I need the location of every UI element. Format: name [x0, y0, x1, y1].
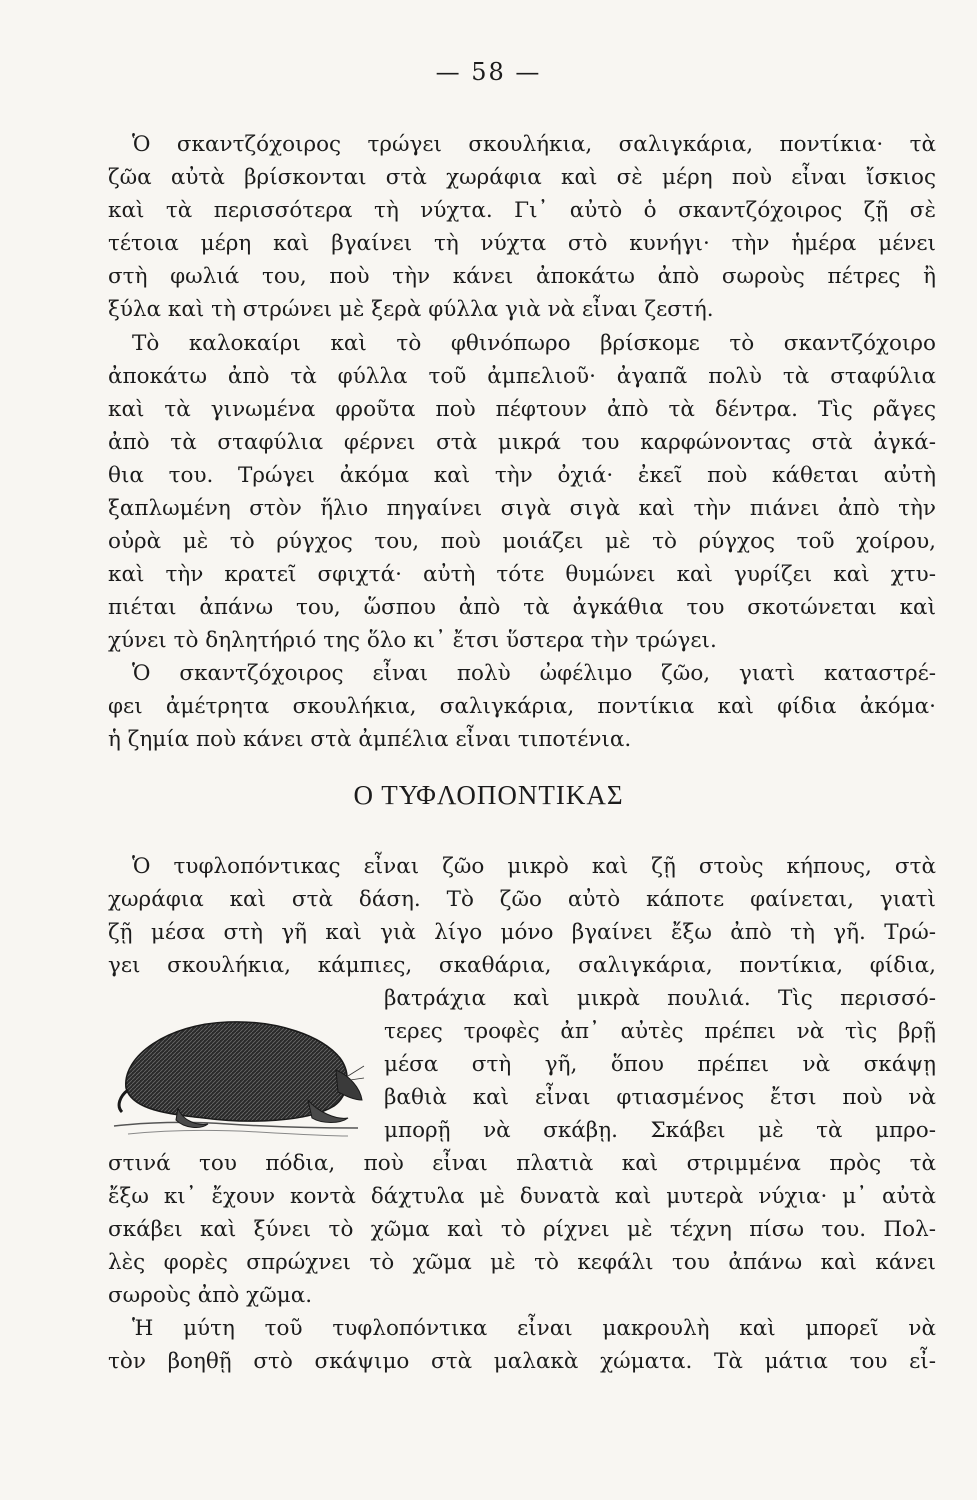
text-line: ζῇ μέσα στὴ γῆ καὶ γιὰ λίγο μόνο βγαίνει ἔξω ἀπὸ τὴ γῆ. Τρώ-	[108, 920, 936, 945]
text-line: μέσα στὴ γῆ, ὅπου πρέπει νὰ σκάψῃ	[384, 1052, 936, 1077]
text-line: οὐρὰ μὲ τὸ ρύγχος του, ποὺ μοιάζει μὲ τὸ ρύγχος τοῦ χοίρου,	[108, 529, 936, 554]
text-line: Τὸ καλοκαίρι καὶ τὸ φθινόπωρο βρίσκομε τὸ σκαντζόχοιρο	[132, 331, 936, 356]
paragraph-hedgehog-useful	[108, 657, 936, 756]
text-line: γει σκουλήκια, κάμπιες, σκαθάρια, σαλιγκάρια, ποντίκια, φίδια,	[108, 953, 936, 978]
paragraph-mole-intro	[108, 850, 936, 982]
paragraph-mole-wrap	[384, 982, 936, 1147]
text-line: χωράφια καὶ στὰ δάση. Τὸ ζῶο αὐτὸ κάποτε φαίνεται, γιατὶ	[108, 887, 936, 912]
paragraph-mole-digging	[108, 1147, 936, 1312]
text-line: τέτοια μέρη καὶ βγαίνει τὴ νύχτα στὸ κυνήγι· τὴν ἡμέρα μένει	[108, 231, 936, 256]
text-line: Ὁ σκαντζόχοιρος εἶναι πολὺ ὠφέλιμο ζῶο, γιατὶ καταστρέ-	[132, 661, 936, 686]
text-line: καὶ τὴν κρατεῖ σφιχτά· αὐτὴ τότε θυμώνει καὶ γυρίζει καὶ χτυ-	[108, 562, 936, 587]
text-line: ξαπλωμένη στὸν ἥλιο πηγαίνει σιγὰ σιγὰ καὶ τὴν πιάνει ἀπὸ τὴν	[108, 496, 936, 521]
mole-icon	[108, 996, 366, 1146]
text-line: σωροὺς ἀπὸ χῶμα.	[108, 1283, 313, 1308]
text-line: ἀπὸ τὰ σταφύλια φέρνει στὰ μικρά του καρφώνοντας στὰ ἀγκά-	[108, 430, 936, 455]
text-line: λὲς φορὲς σπρώχνει τὸ χῶμα μὲ τὸ κεφάλι του ἀπάνω καὶ κάνει	[108, 1250, 936, 1275]
text-line: ζῶα αὐτὰ βρίσκονται στὰ χωράφια καὶ σὲ μέρη ποὺ εἶναι ἴσκιος	[108, 165, 936, 190]
text-line: χύνει τὸ δηλητήριό της ὅλο κι᾿ ἔτσι ὕστερα τὴν τρώγει.	[108, 628, 717, 653]
text-line: φει ἀμέτρητα σκουλήκια, σαλιγκάρια, ποντίκια καὶ φίδια ἀκόμα·	[108, 694, 936, 719]
page-number: — 58 —	[435, 58, 542, 86]
text-line: στὴ φωλιά του, ποὺ τὴν κάνει ἀποκάτω ἀπὸ σωροὺς πέτρες ἢ	[108, 264, 936, 289]
text-line: ἡ ζημία ποὺ κάνει στὰ ἀμπέλια εἶναι τιποτένια.	[108, 727, 632, 752]
text-line: Ὁ σκαντζόχοιρος τρώγει σκουλήκια, σαλιγκάρια, ποντίκια· τὰ	[132, 132, 936, 157]
text-line: στινά του πόδια, ποὺ εἶναι πλατιὰ καὶ στριμμένα πρὸς τὰ	[108, 1151, 936, 1176]
section-heading: Ο ΤΥΦΛΟΠΟΝΤΙΚΑΣ	[353, 780, 624, 810]
text-line: βαθιὰ καὶ εἶναι φτιασμένος ἔτσι ποὺ νὰ	[384, 1085, 936, 1110]
text-line: ξύλα καὶ τὴ στρώνει μὲ ξερὰ φύλλα γιὰ νὰ εἶναι ζεστή.	[108, 297, 714, 322]
text-line: ἀποκάτω ἀπὸ τὰ φύλλα τοῦ ἀμπελιοῦ· ἀγαπᾶ πολὺ τὰ σταφύλια	[108, 364, 936, 389]
text-line: Ὁ τυφλοπόντικας εἶναι ζῶο μικρὸ καὶ ζῇ στοὺς κήπους, στὰ	[132, 854, 936, 879]
text-line: ἔξω κι᾿ ἔχουν κοντὰ δάχτυλα μὲ δυνατὰ καὶ μυτερὰ νύχια· μ᾿ αὐτὰ	[108, 1184, 936, 1209]
paragraph-hedgehog-food	[108, 128, 936, 326]
text-line: καὶ τὰ περισσότερα τὴ νύχτα. Γι᾿ αὐτὸ ὁ σκαντζόχοιρος ζῇ σὲ	[108, 198, 936, 223]
text-line: τὸν βοηθῇ στὸ σκάψιμο στὰ μαλακὰ χώματα. Τὰ μάτια του εἶ-	[108, 1349, 936, 1374]
text-line: τερες τροφὲς ἀπ᾿ αὐτὲς πρέπει νὰ τὶς βρῇ	[384, 1019, 936, 1044]
paragraph-mole-nose	[108, 1312, 936, 1378]
paragraph-hedgehog-summer	[108, 327, 936, 657]
text-line: σκάβει καὶ ξύνει τὸ χῶμα καὶ τὸ ρίχνει μὲ τέχνη πίσω του. Πολ-	[108, 1217, 936, 1242]
text-line: Ἡ μύτη τοῦ τυφλοπόντικα εἶναι μακρουλὴ καὶ μπορεῖ νὰ	[132, 1316, 936, 1341]
text-line: θια του. Τρώγει ἀκόμα καὶ τὴν ὀχιά· ἐκεῖ ποὺ κάθεται αὐτὴ	[108, 463, 936, 488]
text-line: μπορῇ νὰ σκάβῃ. Σκάβει μὲ τὰ μπρο-	[384, 1118, 936, 1143]
text-line: καὶ τὰ γινωμένα φροῦτα ποὺ πέφτουν ἀπὸ τὰ δέντρα. Τὶς ρᾶγες	[108, 397, 936, 422]
mole-illustration	[108, 996, 366, 1146]
text-line: πιέται ἀπάνω του, ὥσπου ἀπὸ τὰ ἀγκάθια του σκοτώνεται καὶ	[108, 595, 936, 620]
text-line: βατράχια καὶ μικρὰ πουλιά. Τὶς περισσό-	[384, 986, 936, 1011]
